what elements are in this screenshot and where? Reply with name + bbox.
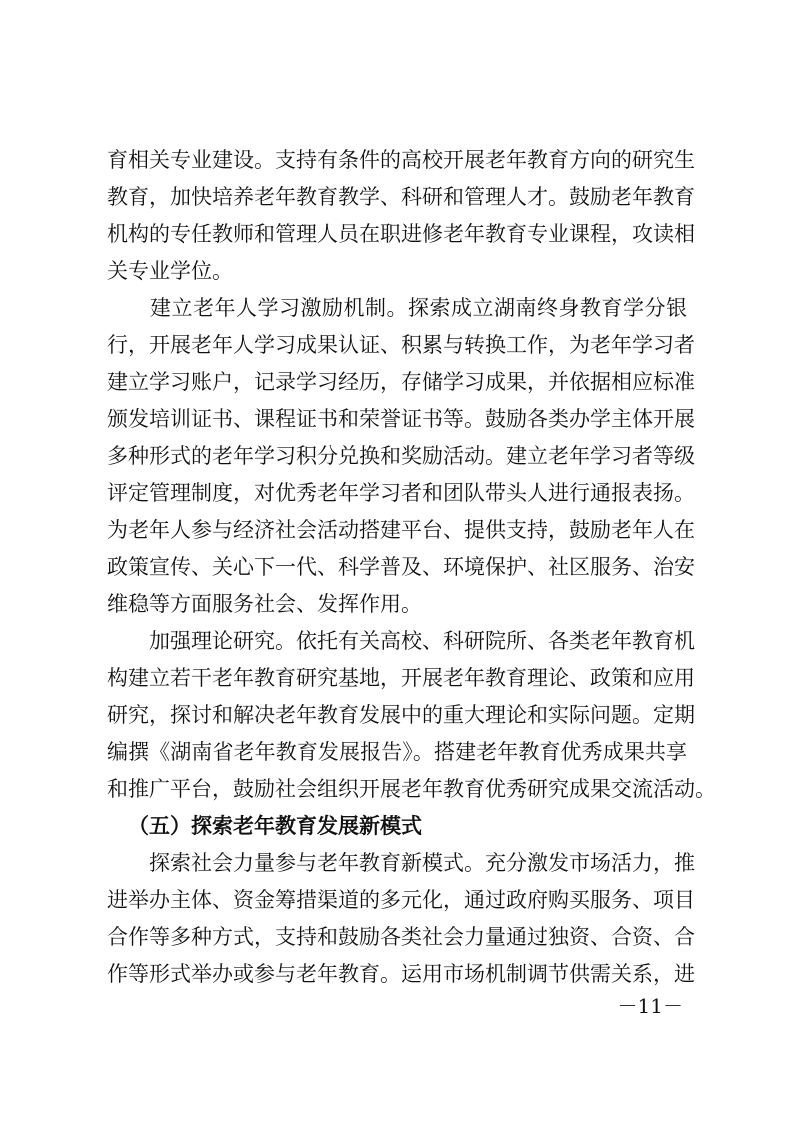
body-text-line: 和推广平台，鼓励社会组织开展老年教育优秀研究成果交流活动。	[107, 777, 716, 801]
body-text-line: 关专业学位。	[107, 259, 233, 283]
body-text-line: 教育，加快培养老年教育教学、科研和管理人才。鼓励老年教育	[107, 185, 695, 209]
paragraph-start-line: 建立老年人学习激励机制。探索成立湖南终身教育学分银	[107, 296, 687, 320]
body-text-line: 育相关专业建设。支持有条件的高校开展老年教育方向的研究生	[107, 148, 695, 172]
body-text-line: 合作等多种方式，支持和鼓励各类社会力量通过独资、合资、合	[107, 925, 695, 949]
body-text-line: 进举办主体、资金筹措渠道的多元化，通过政府购买服务、项目	[107, 888, 695, 912]
page-number: －11－	[617, 994, 683, 1018]
body-text-line: 评定管理制度，对优秀老年学习者和团队带头人进行通报表扬。	[107, 481, 695, 505]
body-text-line: 作等形式举办或参与老年教育。运用市场机制调节供需关系，进	[107, 962, 695, 986]
body-text-line: 为老年人参与经济社会活动搭建平台、提供支持，鼓励老年人在	[107, 518, 695, 542]
body-text-line: 编撰《湖南省老年教育发展报告》。搭建老年教育优秀成果共享	[107, 740, 687, 764]
body-text-line: 建立学习账户，记录学习经历，存储学习成果，并依据相应标准	[107, 370, 695, 394]
body-text-line: 政策宣传、关心下一代、科学普及、环境保护、社区服务、治安	[107, 555, 695, 579]
paragraph-start-line: 探索社会力量参与老年教育新模式。充分激发市场活力，推	[107, 851, 695, 875]
body-text-line: 行，开展老年人学习成果认证、积累与转换工作，为老年学习者	[107, 333, 695, 357]
body-text-line: 构建立若干老年教育研究基地，开展老年教育理论、政策和应用	[107, 666, 695, 690]
body-text-line: 研究，探讨和解决老年教育发展中的重大理论和实际问题。定期	[107, 703, 695, 727]
section-heading: （五）探索老年教育发展新模式	[128, 814, 422, 838]
body-text-line: 颁发培训证书、课程证书和荣誉证书等。鼓励各类办学主体开展	[107, 407, 695, 431]
body-text-line: 机构的专任教师和管理人员在职进修老年教育专业课程，攻读相	[107, 222, 695, 246]
body-text-line: 多种形式的老年学习积分兑换和奖励活动。建立老年学习者等级	[107, 444, 695, 468]
body-text-line: 维稳等方面服务社会、发挥作用。	[107, 592, 422, 616]
paragraph-start-line: 加强理论研究。依托有关高校、科研院所、各类老年教育机	[107, 629, 695, 653]
